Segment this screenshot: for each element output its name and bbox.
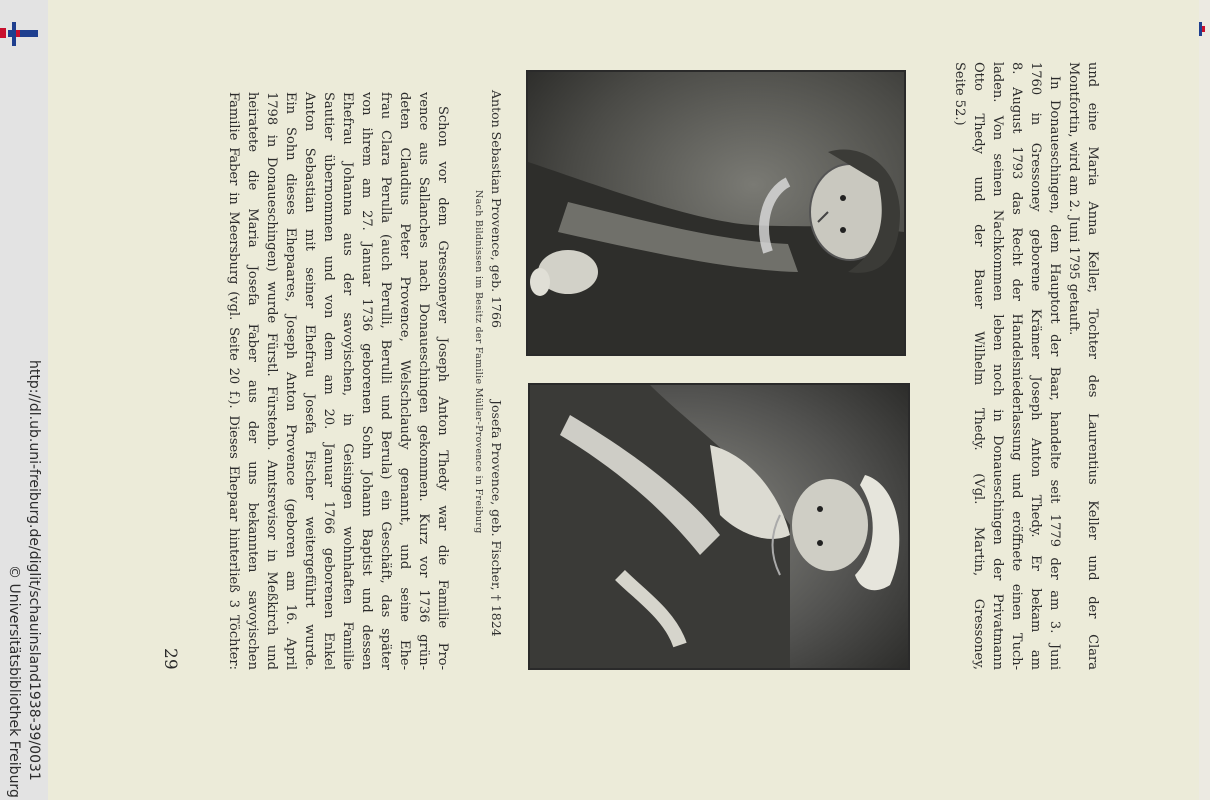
text-line: und eine Maria Anna Keller, Tochter des Laurentius Keller und der Clara	[1085, 62, 1100, 670]
library-logo-icon	[0, 20, 40, 50]
text-line: Ein Sohn dieses Ehepaares, Joseph Anton Provence (geboren am 16. April	[283, 92, 298, 670]
text-line: Sautier übernommen und von dem am 20. Januar 1766 geborenen Enkel	[321, 92, 336, 670]
portrait-anton-image	[528, 72, 904, 354]
caption-josefa: Josefa Provence, geb. Fischer, † 1824	[489, 400, 504, 637]
text-line: Familie Faber in Meersburg (vgl. Seite 20 f.). Dieses Ehepaar hinterließ 3 Töchter:	[226, 92, 241, 670]
text-line: vence aus Sallanches nach Donaueschingen gekommen. Kurz vor 1736 grün-	[416, 92, 431, 670]
text-line: Anton Sebastian mit seiner Ehefrau Josefa Fischer weitergeführt wurde.	[302, 92, 317, 670]
text-line: Montfortin, wird am 2. Juni 1795 getauft.	[1066, 62, 1081, 336]
text-line: 1798 in Donaueschingen) wurde Fürstl. Fürstenb. Amtsrevisor in Meßkirch und	[264, 92, 279, 670]
top-paragraph	[950, 62, 1102, 670]
bottom-paragraph	[224, 92, 452, 670]
text-line: heiratete die Maria Josefa Faber aus der uns bekannten savoyischen	[245, 92, 260, 670]
viewer-right-margin	[1199, 0, 1210, 800]
portrait-josefa-image	[530, 385, 908, 668]
text-line: Otto Thedy und der Bauer Wilhelm Thedy. (Vgl. Martin, Gressoney,	[971, 62, 986, 670]
text-line: frau Clara Perulla (auch Perulli, Berulli und Berula) ein Geschäft, das später	[378, 92, 393, 670]
document-url[interactable]: http://dl.ub.uni-freiburg.de/diglit/schauinsland1938-39/0031	[26, 360, 42, 781]
text-line: laden. Von seinen Nachkommen leben noch in Donaueschingen der Privatmann	[990, 62, 1005, 670]
caption-source: Nach Bildnissen im Besitz der Familie Müller-Provence in Freiburg	[473, 190, 484, 534]
text-line: Schon vor dem Gressoneyer Joseph Anton Thedy war die Familie Pro-	[435, 106, 450, 670]
portrait-josefa	[528, 383, 910, 670]
copyright-notice: © Universitätsbibliothek Freiburg	[6, 565, 22, 798]
text-line: deten Claudius Peter Provence, Welschclaudy genannt, und seine Ehe-	[397, 92, 412, 670]
text-line: Ehefrau Johanna aus der savoyischen, in Geisingen wohnhaften Familie	[340, 92, 355, 670]
portrait-anton-sebastian	[526, 70, 906, 356]
text-line: 8. August 1793 das Recht der Handelsniederlassung und eröffnete einen Tuch-	[1009, 62, 1024, 670]
page-number: 29	[160, 648, 180, 670]
page-edge-marker-icon	[1199, 22, 1205, 36]
text-line: Seite 52.)	[952, 62, 967, 126]
text-line: von ihrem am 27. Januar 1736 geborenen Sohn Johann Baptist und dessen	[359, 92, 374, 670]
caption-anton: Anton Sebastian Provence, geb. 1766	[489, 90, 504, 328]
text-line: In Donaueschingen, dem Hauptort der Baar, handelte seit 1779 der am 3. Juni	[1047, 76, 1062, 670]
text-line: 1760 in Gressoney geborene Krämer Joseph Anton Thedy. Er bekam am	[1028, 62, 1043, 670]
